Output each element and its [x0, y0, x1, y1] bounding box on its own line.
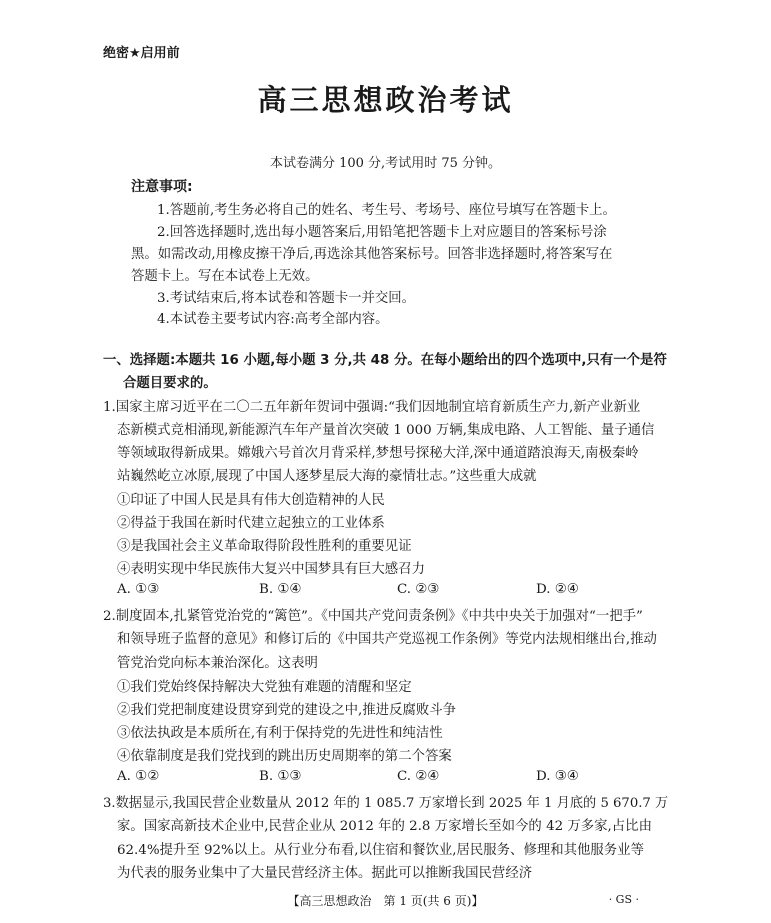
notice-item: 1.答题前,考生务必将自己的姓名、考生号、考场号、座位号填写在答题卡上。 [157, 203, 616, 218]
question-2-option-a: A. ①② [117, 769, 160, 784]
question-1-item: ②得益于我国在新时代建立起独立的工业体系 [117, 516, 385, 531]
question-1-option-a: A. ①③ [117, 582, 160, 597]
question-3-stem: 家。国家高新技术企业中,民营企业从 2012 年的 2.8 万家增长至如今的 42 万多家,占比由 [117, 819, 652, 834]
footer-code: · GS · [608, 893, 639, 906]
question-2-option-d: D. ③④ [536, 769, 579, 784]
question-1-item: ④表明实现中华民族伟大复兴中国梦具有巨大感召力 [117, 562, 425, 577]
notice-item: 答题卡上。写在本试卷上无效。 [131, 269, 319, 284]
question-1-option-d: D. ②④ [536, 582, 579, 597]
question-3-stem: 为代表的服务业集中了大量民营经济主体。据此可以推断我国民营经济 [117, 866, 533, 881]
question-1-stem: 态新模式竞相涌现,新能源汽车年产量首次突破 1 000 万辆,集成电路、人工智能、量子通信 [117, 423, 655, 438]
question-1-item: ③是我国社会主义革命取得阶段性胜利的重要见证 [117, 539, 412, 554]
page-title: 高三思想政治考试 [257, 83, 514, 117]
notice-heading: 注意事项: [131, 179, 193, 195]
question-2-stem: 和领导班子监督的意见》和修订后的《中国共产党巡视工作条例》等党内法规相继出台,推动 [117, 632, 657, 647]
notice-item: 黑。如需改动,用橡皮擦干净后,再选涂其他答案标号。回答非选择题时,将答案写在 [131, 247, 613, 262]
question-2-stem: 管党治党向标本兼治深化。这表明 [117, 656, 318, 671]
notice-item: 2.回答选择题时,选出每小题答案后,用铅笔把答题卡上对应题目的答案标号涂 [157, 225, 607, 240]
exam-meta: 本试卷满分 100 分,考试用时 75 分钟。 [269, 156, 502, 171]
question-1-stem: 1.国家主席习近平在二〇二五年新年贺词中强调:“我们因地制宜培育新质生产力,新产业新业 [103, 400, 641, 415]
page-footer: 【高三思想政治 第 1 页(共 6 页)】 [287, 894, 484, 908]
question-1-option-b: B. ①④ [259, 582, 302, 597]
section-heading-cont: 合题目要求的。 [123, 376, 217, 391]
question-2-option-b: B. ①③ [259, 769, 302, 784]
notice-item: 3.考试结束后,将本试卷和答题卡一并交回。 [157, 291, 416, 306]
notice-item: 4.本试卷主要考试内容:高考全部内容。 [157, 312, 389, 327]
question-1-stem: 站巍然屹立冰原,展现了中国人逐梦星辰大海的豪情壮志。”这些重大成就 [117, 469, 537, 484]
question-3-stem: 62.4%提升至 92%以上。从行业分布看,以住宿和餐饮业,居民服务、修理和其他服务业等 [117, 843, 644, 858]
section-heading: 一、选择题:本题共 16 小题,每小题 3 分,共 48 分。在每小题给出的四个选项中,只有一个是符 [103, 353, 667, 368]
question-1-stem: 等领域取得新成果。嫦娥六号首次月背采样,梦想号探秘大洋,深中通道踏浪海天,南极秦岭 [117, 446, 639, 461]
question-1-item: ①印证了中国人民是具有伟大创造精神的人民 [117, 493, 385, 508]
question-2-stem: 2.制度固本,扎紧管党治党的“篱笆”。《中国共产党问责条例》《中共中央关于加强对“一把手” [103, 609, 643, 624]
question-1-option-c: C. ②③ [397, 582, 440, 597]
confidential-label: 绝密★启用前 [103, 46, 180, 61]
question-2-item: ②我们党把制度建设贯穿到党的建设之中,推进反腐败斗争 [117, 703, 457, 718]
question-3-stem: 3.数据显示,我国民营企业数量从 2012 年的 1 085.7 万家增长到 2025 年 1 月底的 5 670.7 万 [103, 796, 669, 811]
question-2-option-c: C. ②④ [397, 769, 440, 784]
question-2-item: ①我们党始终保持解决大党独有难题的清醒和坚定 [117, 680, 412, 695]
question-2-item: ③依法执政是本质所在,有利于保持党的先进性和纯洁性 [117, 726, 443, 741]
question-2-item: ④依靠制度是我们党找到的跳出历史周期率的第二个答案 [117, 749, 452, 764]
